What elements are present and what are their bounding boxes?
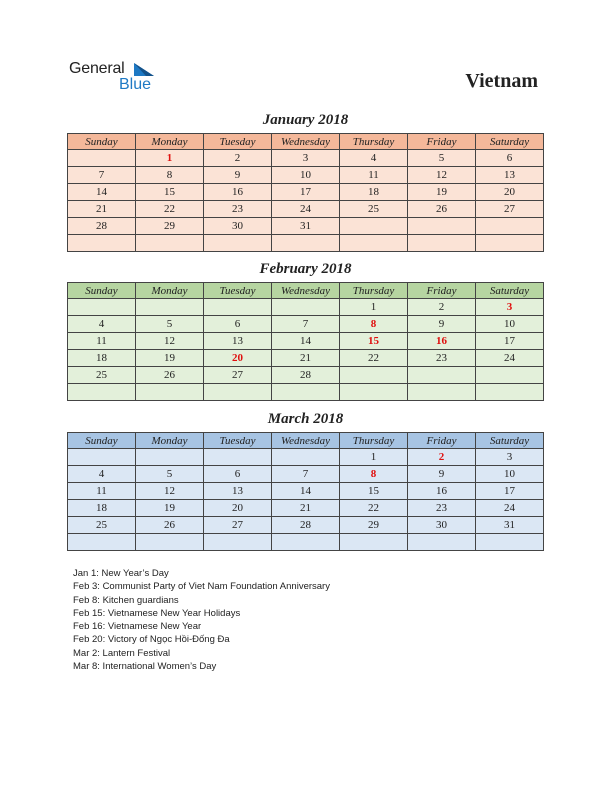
- weekday-header: Thursday: [340, 283, 408, 299]
- calendar-body: [68, 449, 544, 551]
- day-cell: 15: [340, 483, 408, 500]
- day-cell: 16: [408, 483, 476, 500]
- day-cell: 21: [272, 500, 340, 517]
- week-row: [68, 466, 544, 483]
- day-cell: [68, 235, 136, 252]
- day-cell: [340, 534, 408, 551]
- day-cell: 7: [272, 466, 340, 483]
- logo-text-blue: Blue: [119, 76, 152, 93]
- day-cell: 30: [204, 218, 272, 235]
- weekday-header: Thursday: [340, 433, 408, 449]
- day-cell: 13: [204, 483, 272, 500]
- day-cell: 31: [272, 218, 340, 235]
- weekday-header: Friday: [408, 134, 476, 150]
- weekday-header: Saturday: [476, 283, 544, 299]
- weekday-header: Tuesday: [204, 134, 272, 150]
- day-cell: [204, 534, 272, 551]
- day-cell: 13: [204, 333, 272, 350]
- day-cell: 27: [204, 517, 272, 534]
- day-cell: 18: [68, 350, 136, 367]
- week-row: [68, 534, 544, 551]
- day-cell: 30: [408, 517, 476, 534]
- weekday-header: Sunday: [68, 283, 136, 299]
- day-cell: [204, 449, 272, 466]
- week-row: [68, 333, 544, 350]
- day-cell: 17: [476, 483, 544, 500]
- day-cell: [204, 384, 272, 401]
- holiday-day-cell: 20: [204, 350, 272, 367]
- weekday-header: Saturday: [476, 134, 544, 150]
- week-row: [68, 449, 544, 466]
- holiday-day-cell: 1: [136, 150, 204, 167]
- day-cell: [476, 534, 544, 551]
- day-cell: [340, 235, 408, 252]
- day-cell: 1: [340, 449, 408, 466]
- day-cell: 2: [408, 299, 476, 316]
- day-cell: [136, 534, 204, 551]
- weekday-header-row: [68, 134, 544, 150]
- day-cell: [408, 534, 476, 551]
- day-cell: [272, 299, 340, 316]
- day-cell: [476, 218, 544, 235]
- day-cell: [272, 534, 340, 551]
- day-cell: [340, 367, 408, 384]
- week-row: [68, 218, 544, 235]
- week-row: [68, 384, 544, 401]
- day-cell: 31: [476, 517, 544, 534]
- day-cell: [136, 384, 204, 401]
- holiday-note: Mar 8: International Women’s Day: [73, 661, 217, 673]
- day-cell: 20: [204, 500, 272, 517]
- day-cell: 28: [272, 367, 340, 384]
- week-row: [68, 167, 544, 184]
- holiday-day-cell: 2: [408, 449, 476, 466]
- day-cell: 29: [340, 517, 408, 534]
- weekday-header: Wednesday: [272, 283, 340, 299]
- holiday-day-cell: 8: [340, 316, 408, 333]
- day-cell: 22: [340, 500, 408, 517]
- day-cell: 22: [340, 350, 408, 367]
- weekday-header: Monday: [136, 433, 204, 449]
- day-cell: 13: [476, 167, 544, 184]
- day-cell: [136, 449, 204, 466]
- day-cell: 12: [408, 167, 476, 184]
- holiday-note: Mar 2: Lantern Festival: [73, 647, 171, 659]
- day-cell: 11: [68, 333, 136, 350]
- day-cell: 26: [136, 517, 204, 534]
- day-cell: 23: [408, 500, 476, 517]
- day-cell: [476, 235, 544, 252]
- day-cell: [204, 235, 272, 252]
- day-cell: [476, 367, 544, 384]
- day-cell: 25: [68, 367, 136, 384]
- weekday-header: Monday: [136, 283, 204, 299]
- day-cell: 5: [136, 466, 204, 483]
- day-cell: [408, 235, 476, 252]
- day-cell: 7: [68, 167, 136, 184]
- day-cell: 17: [476, 333, 544, 350]
- day-cell: 10: [476, 316, 544, 333]
- day-cell: 18: [340, 184, 408, 201]
- day-cell: [68, 150, 136, 167]
- week-row: [68, 201, 544, 218]
- day-cell: 10: [476, 466, 544, 483]
- day-cell: 11: [340, 167, 408, 184]
- day-cell: 12: [136, 333, 204, 350]
- week-row: [68, 483, 544, 500]
- day-cell: 14: [272, 483, 340, 500]
- week-row: [68, 367, 544, 384]
- weekday-header: Tuesday: [204, 433, 272, 449]
- week-row: [68, 184, 544, 201]
- day-cell: 10: [272, 167, 340, 184]
- week-row: [68, 350, 544, 367]
- week-row: [68, 316, 544, 333]
- holiday-notes: [73, 567, 330, 673]
- day-cell: [136, 299, 204, 316]
- holiday-day-cell: 15: [340, 333, 408, 350]
- day-cell: 29: [136, 218, 204, 235]
- weekday-header: Monday: [136, 134, 204, 150]
- holiday-note: Feb 15: Vietnamese New Year Holidays: [73, 607, 241, 619]
- day-cell: 24: [272, 201, 340, 218]
- holiday-note: Jan 1: New Year’s Day: [73, 568, 169, 579]
- day-cell: 18: [68, 500, 136, 517]
- day-cell: 6: [476, 150, 544, 167]
- day-cell: 4: [68, 316, 136, 333]
- week-row: [68, 150, 544, 167]
- weekday-header-row: [68, 283, 544, 299]
- day-cell: 9: [204, 167, 272, 184]
- day-cell: [272, 449, 340, 466]
- month-title-march: March 2018: [267, 411, 344, 427]
- holiday-note: Feb 16: Vietnamese New Year: [73, 621, 202, 633]
- day-cell: 2: [204, 150, 272, 167]
- day-cell: [68, 534, 136, 551]
- day-cell: 24: [476, 350, 544, 367]
- day-cell: 3: [272, 150, 340, 167]
- day-cell: 7: [272, 316, 340, 333]
- week-row: [68, 517, 544, 534]
- day-cell: [340, 218, 408, 235]
- week-row: [68, 500, 544, 517]
- weekday-header: Thursday: [340, 134, 408, 150]
- weekday-header-row: [68, 433, 544, 449]
- day-cell: 20: [476, 184, 544, 201]
- weekday-header: Sunday: [68, 433, 136, 449]
- day-cell: 23: [204, 201, 272, 218]
- holiday-day-cell: 16: [408, 333, 476, 350]
- weekday-header: Saturday: [476, 433, 544, 449]
- day-cell: [408, 218, 476, 235]
- day-cell: 16: [204, 184, 272, 201]
- day-cell: [68, 449, 136, 466]
- day-cell: 9: [408, 466, 476, 483]
- weekday-header: Tuesday: [204, 283, 272, 299]
- day-cell: 27: [204, 367, 272, 384]
- day-cell: 17: [272, 184, 340, 201]
- day-cell: 19: [136, 350, 204, 367]
- weekday-header: Friday: [408, 433, 476, 449]
- logo-text-general: General: [69, 60, 125, 77]
- day-cell: [476, 384, 544, 401]
- calendar-january: [67, 133, 544, 252]
- day-cell: 9: [408, 316, 476, 333]
- calendar-body: [68, 299, 544, 401]
- day-cell: 23: [408, 350, 476, 367]
- day-cell: 19: [408, 184, 476, 201]
- day-cell: 21: [272, 350, 340, 367]
- day-cell: 4: [340, 150, 408, 167]
- holiday-note: Feb 8: Kitchen guardians: [73, 594, 179, 606]
- day-cell: 12: [136, 483, 204, 500]
- week-row: [68, 299, 544, 316]
- week-row: [68, 235, 544, 252]
- calendar-body: [68, 150, 544, 252]
- day-cell: [136, 235, 204, 252]
- day-cell: 8: [136, 167, 204, 184]
- day-cell: 5: [408, 150, 476, 167]
- day-cell: 21: [68, 201, 136, 218]
- weekday-header: Friday: [408, 283, 476, 299]
- day-cell: [408, 384, 476, 401]
- logo-flag-icon: [134, 63, 154, 76]
- calendar-february: [67, 282, 544, 401]
- day-cell: 14: [272, 333, 340, 350]
- day-cell: 4: [68, 466, 136, 483]
- country-title: Vietnam: [465, 70, 538, 92]
- month-title-january: January 2018: [262, 112, 349, 128]
- day-cell: 5: [136, 316, 204, 333]
- day-cell: 26: [408, 201, 476, 218]
- day-cell: 22: [136, 201, 204, 218]
- holiday-day-cell: 8: [340, 466, 408, 483]
- holiday-note: Feb 20: Victory of Ngọc Hồi-Đống Đa: [73, 634, 230, 646]
- day-cell: [68, 384, 136, 401]
- holiday-note: Feb 3: Communist Party of Viet Nam Foundation Anniversary: [73, 581, 330, 593]
- day-cell: 26: [136, 367, 204, 384]
- day-cell: [272, 384, 340, 401]
- day-cell: 25: [340, 201, 408, 218]
- weekday-header: Wednesday: [272, 134, 340, 150]
- day-cell: 11: [68, 483, 136, 500]
- calendar-march: [67, 432, 544, 551]
- day-cell: [272, 235, 340, 252]
- day-cell: 14: [68, 184, 136, 201]
- day-cell: 28: [272, 517, 340, 534]
- weekday-header: Wednesday: [272, 433, 340, 449]
- day-cell: 24: [476, 500, 544, 517]
- weekday-header: Sunday: [68, 134, 136, 150]
- day-cell: 6: [204, 466, 272, 483]
- holiday-day-cell: 3: [476, 299, 544, 316]
- month-title-february: February 2018: [259, 261, 352, 277]
- day-cell: 25: [68, 517, 136, 534]
- day-cell: [340, 384, 408, 401]
- day-cell: [204, 299, 272, 316]
- day-cell: [408, 367, 476, 384]
- day-cell: 15: [136, 184, 204, 201]
- day-cell: 28: [68, 218, 136, 235]
- day-cell: 19: [136, 500, 204, 517]
- day-cell: 27: [476, 201, 544, 218]
- day-cell: 3: [476, 449, 544, 466]
- day-cell: 6: [204, 316, 272, 333]
- day-cell: 1: [340, 299, 408, 316]
- day-cell: [68, 299, 136, 316]
